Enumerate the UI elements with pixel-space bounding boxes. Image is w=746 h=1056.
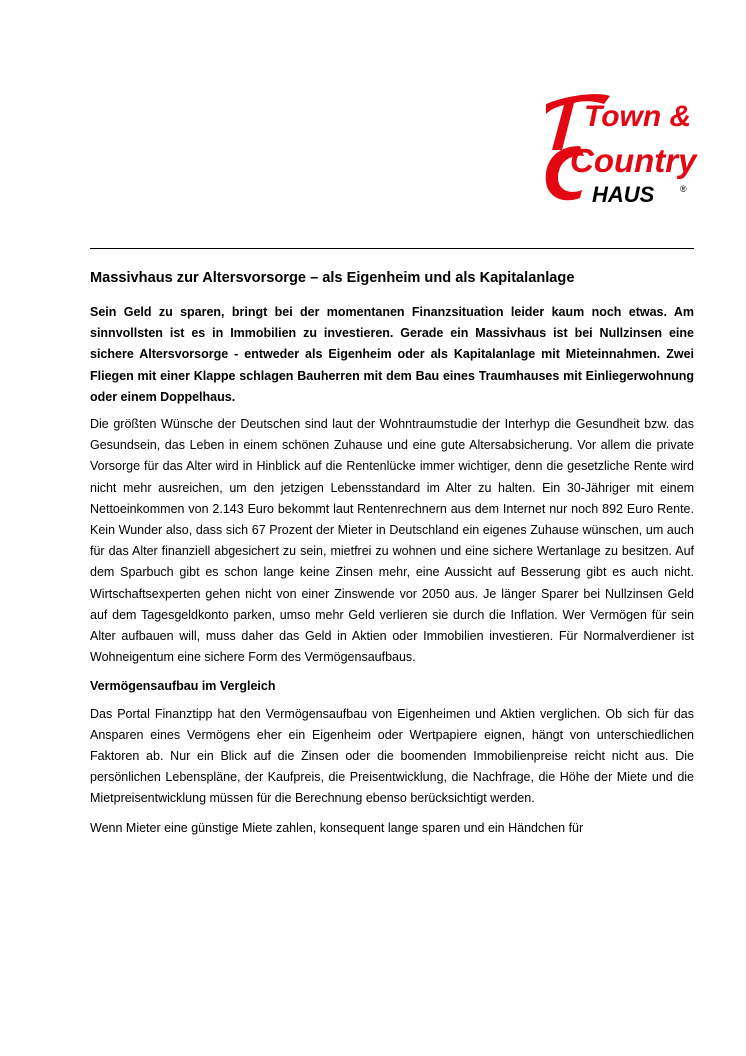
article-subheading: Vermögensaufbau im Vergleich [90,679,276,694]
article-paragraph-2: Das Portal Finanztipp hat den Vermögensaufbau von Eigenheimen und Aktien verglichen. Ob sich für das Ansparen eines Vermögens eher ein Eigenheim oder Wertpapiere eignen, hängt von unterschiedlichen Faktoren ab. Nur ein Blick auf die Zinsen oder die boomenden Immobilienpreise reicht nicht aus. Die persönlichen Lebenspläne, der Kaufpreis, die Preisentwicklung, die Nachfrage, die Höhe der Miete und die Mietpreisentwicklung müssen für die Berechnung ebenso berücksichtigt werden. [90,706,694,806]
article-title: Massivhaus zur Altersvorsorge – als Eigenheim und als Kapitalanlage [90,270,575,286]
header-divider [90,248,694,249]
article-paragraph-3: Wenn Mieter eine günstige Miete zahlen, konsequent lange sparen und ein Händchen für [90,820,584,835]
logo-registered-mark: ® [680,184,687,194]
logo-line2: Country [570,142,697,179]
article-lead: Sein Geld zu sparen, bringt bei der momentanen Finanzsituation leider kaum noch etwas. Am sinnvollsten ist es in Immobilien zu investieren. Gerade ein Massivhaus ist bei Nullzinsen eine sichere Altersvorsorge - entweder als Eigenheim oder als Kapitalanlage mit Mieteinnahmen. Zwei Fliegen mit einer Klappe schlagen Bauherren mit dem Bau eines Traumhauses mit Einliegerwohnung oder einem Doppelhaus. [90,305,694,404]
town-country-haus-logo [540,92,698,208]
article-body [90,302,694,839]
logo-line1: Town & [584,100,692,133]
article-paragraph-1: Die größten Wünsche der Deutschen sind laut der Wohntraumstudie der Interhyp die Gesundheit bzw. das Gesundsein, das Leben in einem schönen Zuhause und eine gute Altersabsicherung. Vor allem die private Vorsorge für das Alter wird in Hinblick auf die Rentenlücke immer wichtiger, denn die gesetzliche Rente wird nicht mehr ausreichen, um den jetzigen Lebensstandard im Alter zu halten. Ein 30-Jähriger mit einem Nettoeinkommen von 2.143 Euro bekommt laut Rentenrechnern aus dem Internet nur noch 892 Euro Rente. Kein Wunder also, dass sich 67 Prozent der Mieter in Deutschland ein eigenes Zuhause wünschen, um auch für das Alter finanziell abgesichert zu sein, mietfrei zu wohnen und eine sichere Wertanlage zu besitzen. Auf dem Sparbuch gibt es schon lange keine Zinsen mehr, eine Aussicht auf Besserung gibt es auch nicht. Wirtschaftsexperten gehen nicht von einer Zinswende vor 2050 aus. Je länger Sparer bei Nullzinsen Geld auf dem Tagesgeldkonto parken, umso mehr Geld verlieren sie durch die Inflation. Wer Vermögen für sein Alter aufbauen will, muss daher das Geld in Aktien oder Immobilien investieren. Für Normalverdiener ist Wohneigentum eine sichere Form des Vermögensaufbaus. [90,417,694,665]
logo-line3: HAUS [592,182,655,207]
